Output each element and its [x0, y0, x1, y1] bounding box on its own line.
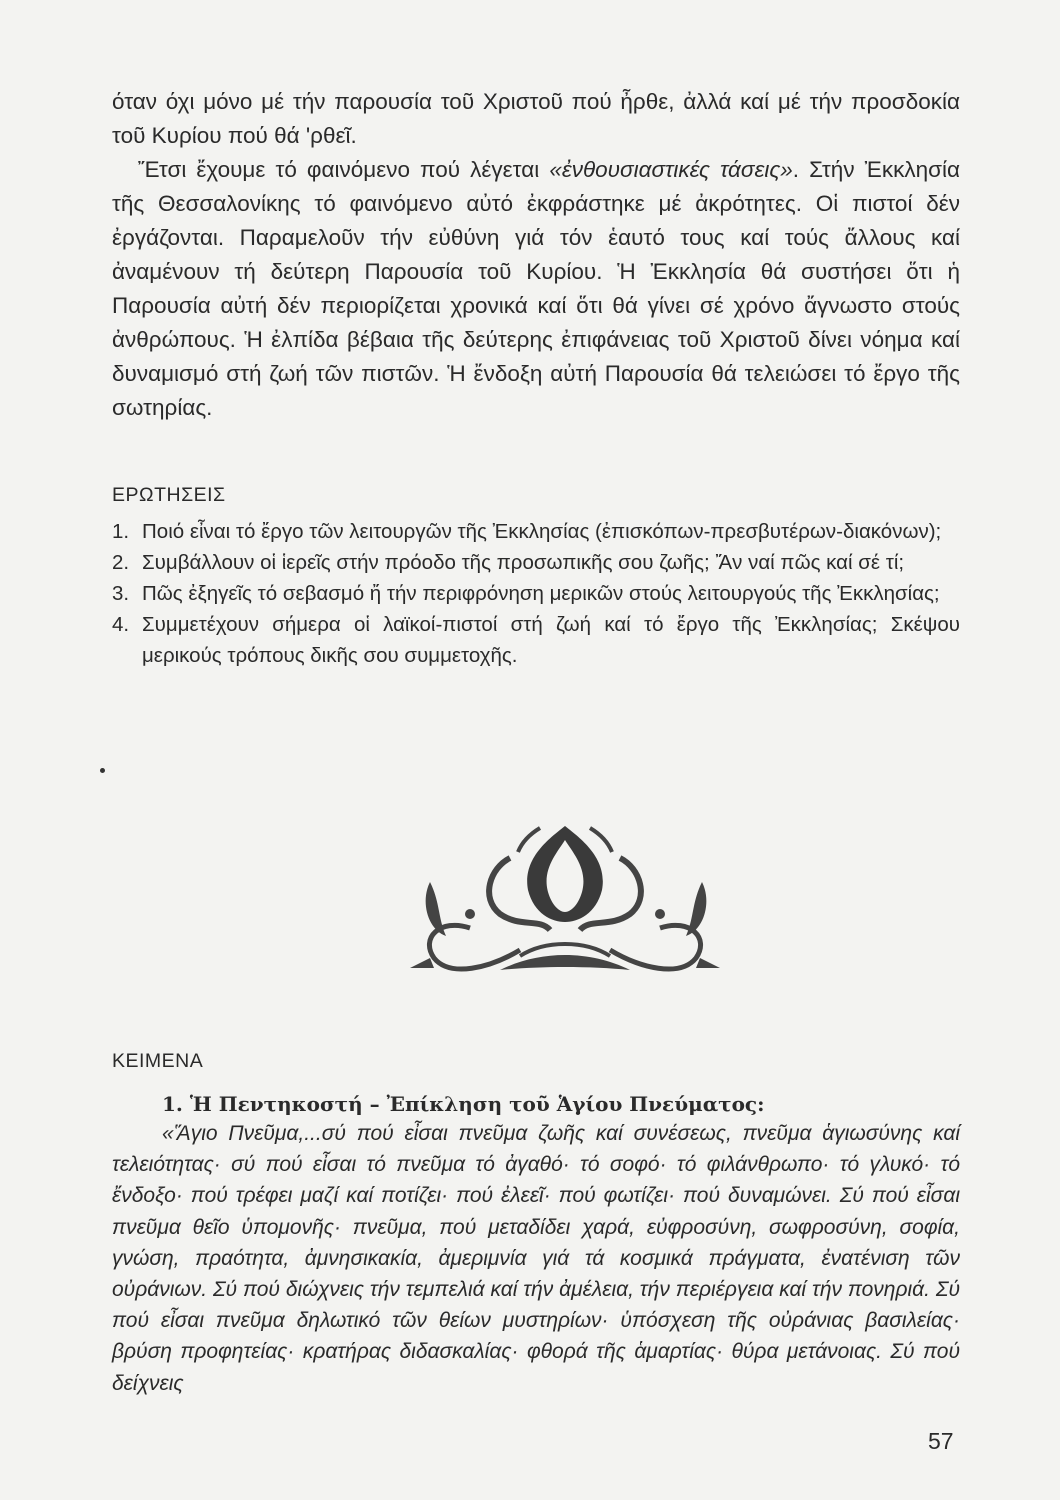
paragraph-2-start: Ἔτσι ἔχουμε τό φαινόμενο πού λέγεται [138, 157, 550, 182]
question-item [112, 516, 960, 547]
question-item [112, 578, 960, 609]
paragraph-2 [112, 153, 960, 425]
question-number: 1. [112, 520, 130, 543]
quote-text: «Ἅγιο Πνεῦμα,...σύ πού εἶσαι πνεῦμα ζωῆς καί συνέσεως, πνεῦμα ἁγιωσύνης καί τελειότητας· σύ πού εἶσαι τό πνεῦμα τό ἀγαθό· τό σοφό· τό φιλάνθρωπο· τό γλυκό· τό ἔνδοξο· πού τρέφει μαζί καί ποτίζει· πού ἐλεεῖ· πού φωτίζει· πού δυναμώνει. Σύ πού εἶσαι πνεῦμα θεῖο ὑπομονῆς· πνεῦμα, πού μεταδίδει χαρά, εὐφροσύνη, σωφροσύνη, σοφία, γνώση, πραότητα, ἀμνησικακία, ἀμεριμνία γιά τά κοσμικά πράγματα, ἐνατένιση τῶν οὐράνιων. Σύ πού διώχνεις τήν τεμπελιά καί τήν ἀμέλεια, τήν περιέργεια καί τήν πονηριά. Σύ πού εἶσαι πνεῦμα δηλωτικό τῶν θείων μυστηρίων· ὑπόσχεση τῆς οὐράνιας βασιλείας· βρύση προφητείας· κρατήρας διδασκαλίας· φθορά τῆς ἁμαρτίας· θύρα μετάνοιας. Σύ πού δείχνεις [112, 1122, 960, 1395]
paragraph-2-italic: «ἐνθουσιαστικές τάσεις» [549, 157, 793, 182]
text-subheading: 1. Ἡ Πεντηκοστή – Ἐπίκληση τοῦ Ἁγίου Πνεύματος: [162, 1092, 765, 1116]
stray-dot [100, 768, 105, 773]
texts-heading: ΚΕΙΜΕΝΑ [112, 1050, 204, 1072]
paragraph-2-rest: . Στήν Ἐκκλησία τῆς Θεσσαλονίκης τό φαινόμενο αὐτό ἐκφράστηκε μέ ἀκρότητες. Οἱ πιστοί δέν ἐργάζονται. Παραμελοῦν τήν εὐθύνη γιά τόν ἑαυτό τους καί τούς ἄλλους καί ἀναμένουν τή δεύτερη Παρουσία τοῦ Κυρίου. Ἡ Ἐκκλησία θά συστήσει ὅτι ἡ Παρουσία αὐτή δέν περιορίζεται χρονικά καί ὅτι θά γίνει σέ χρόνο ἄγνωστο στούς ἀνθρώπους. Ἡ ἐλπίδα βέβαια τῆς δεύτερης ἐπιφάνειας τοῦ Χριστοῦ δίνει νόημα καί δυναμισμό στή ζωή τῶν πιστῶν. Ἡ ἔνδοξη αὐτή Παρουσία θά τελειώσει τό ἔργο τῆς σωτηρίας. [112, 157, 960, 420]
question-number: 4. [112, 613, 130, 636]
paragraph-1: όταν όχι μόνο μέ τήν παρουσία τοῦ Χριστοῦ πού ἦρθε, ἀλλά καί μέ τήν προσδοκία τοῦ Κυρίου πού θά 'ρθεῖ. [112, 89, 960, 148]
floral-ornament-icon [410, 818, 720, 990]
question-text: Ποιό εἶναι τό ἔργο τῶν λειτουργῶν τῆς Ἐκκλησίας (ἐπισκόπων-πρεσβυτέρων-διακόνων); [142, 520, 942, 543]
questions-list [112, 516, 960, 671]
question-item [112, 609, 960, 671]
question-text: Πῶς ἐξηγεῖς τό σεβασμό ἤ τήν περιφρόνηση μερικῶν στούς λειτουργούς τῆς Ἐκκλησίας; [142, 582, 940, 605]
page-number: 57 [928, 1428, 954, 1454]
question-item [112, 547, 960, 578]
question-text: Συμμετέχουν σήμερα οἱ λαϊκοί-πιστοί στή ζωή καί τό ἔργο τῆς Ἐκκλησίας; Σκέψου μερικούς τρόπους δικῆς σου συμμετοχῆς. [142, 613, 960, 667]
question-number: 2. [112, 551, 130, 574]
question-text: Συμβάλλουν οἱ ἱερεῖς στήν πρόοδο τῆς προσωπικῆς σου ζωῆς; Ἄν ναί πῶς καί σέ τί; [142, 551, 905, 574]
body-text [112, 85, 960, 425]
question-number: 3. [112, 582, 130, 605]
questions-heading: ΕΡΩΤΗΣΕΙΣ [112, 484, 226, 506]
